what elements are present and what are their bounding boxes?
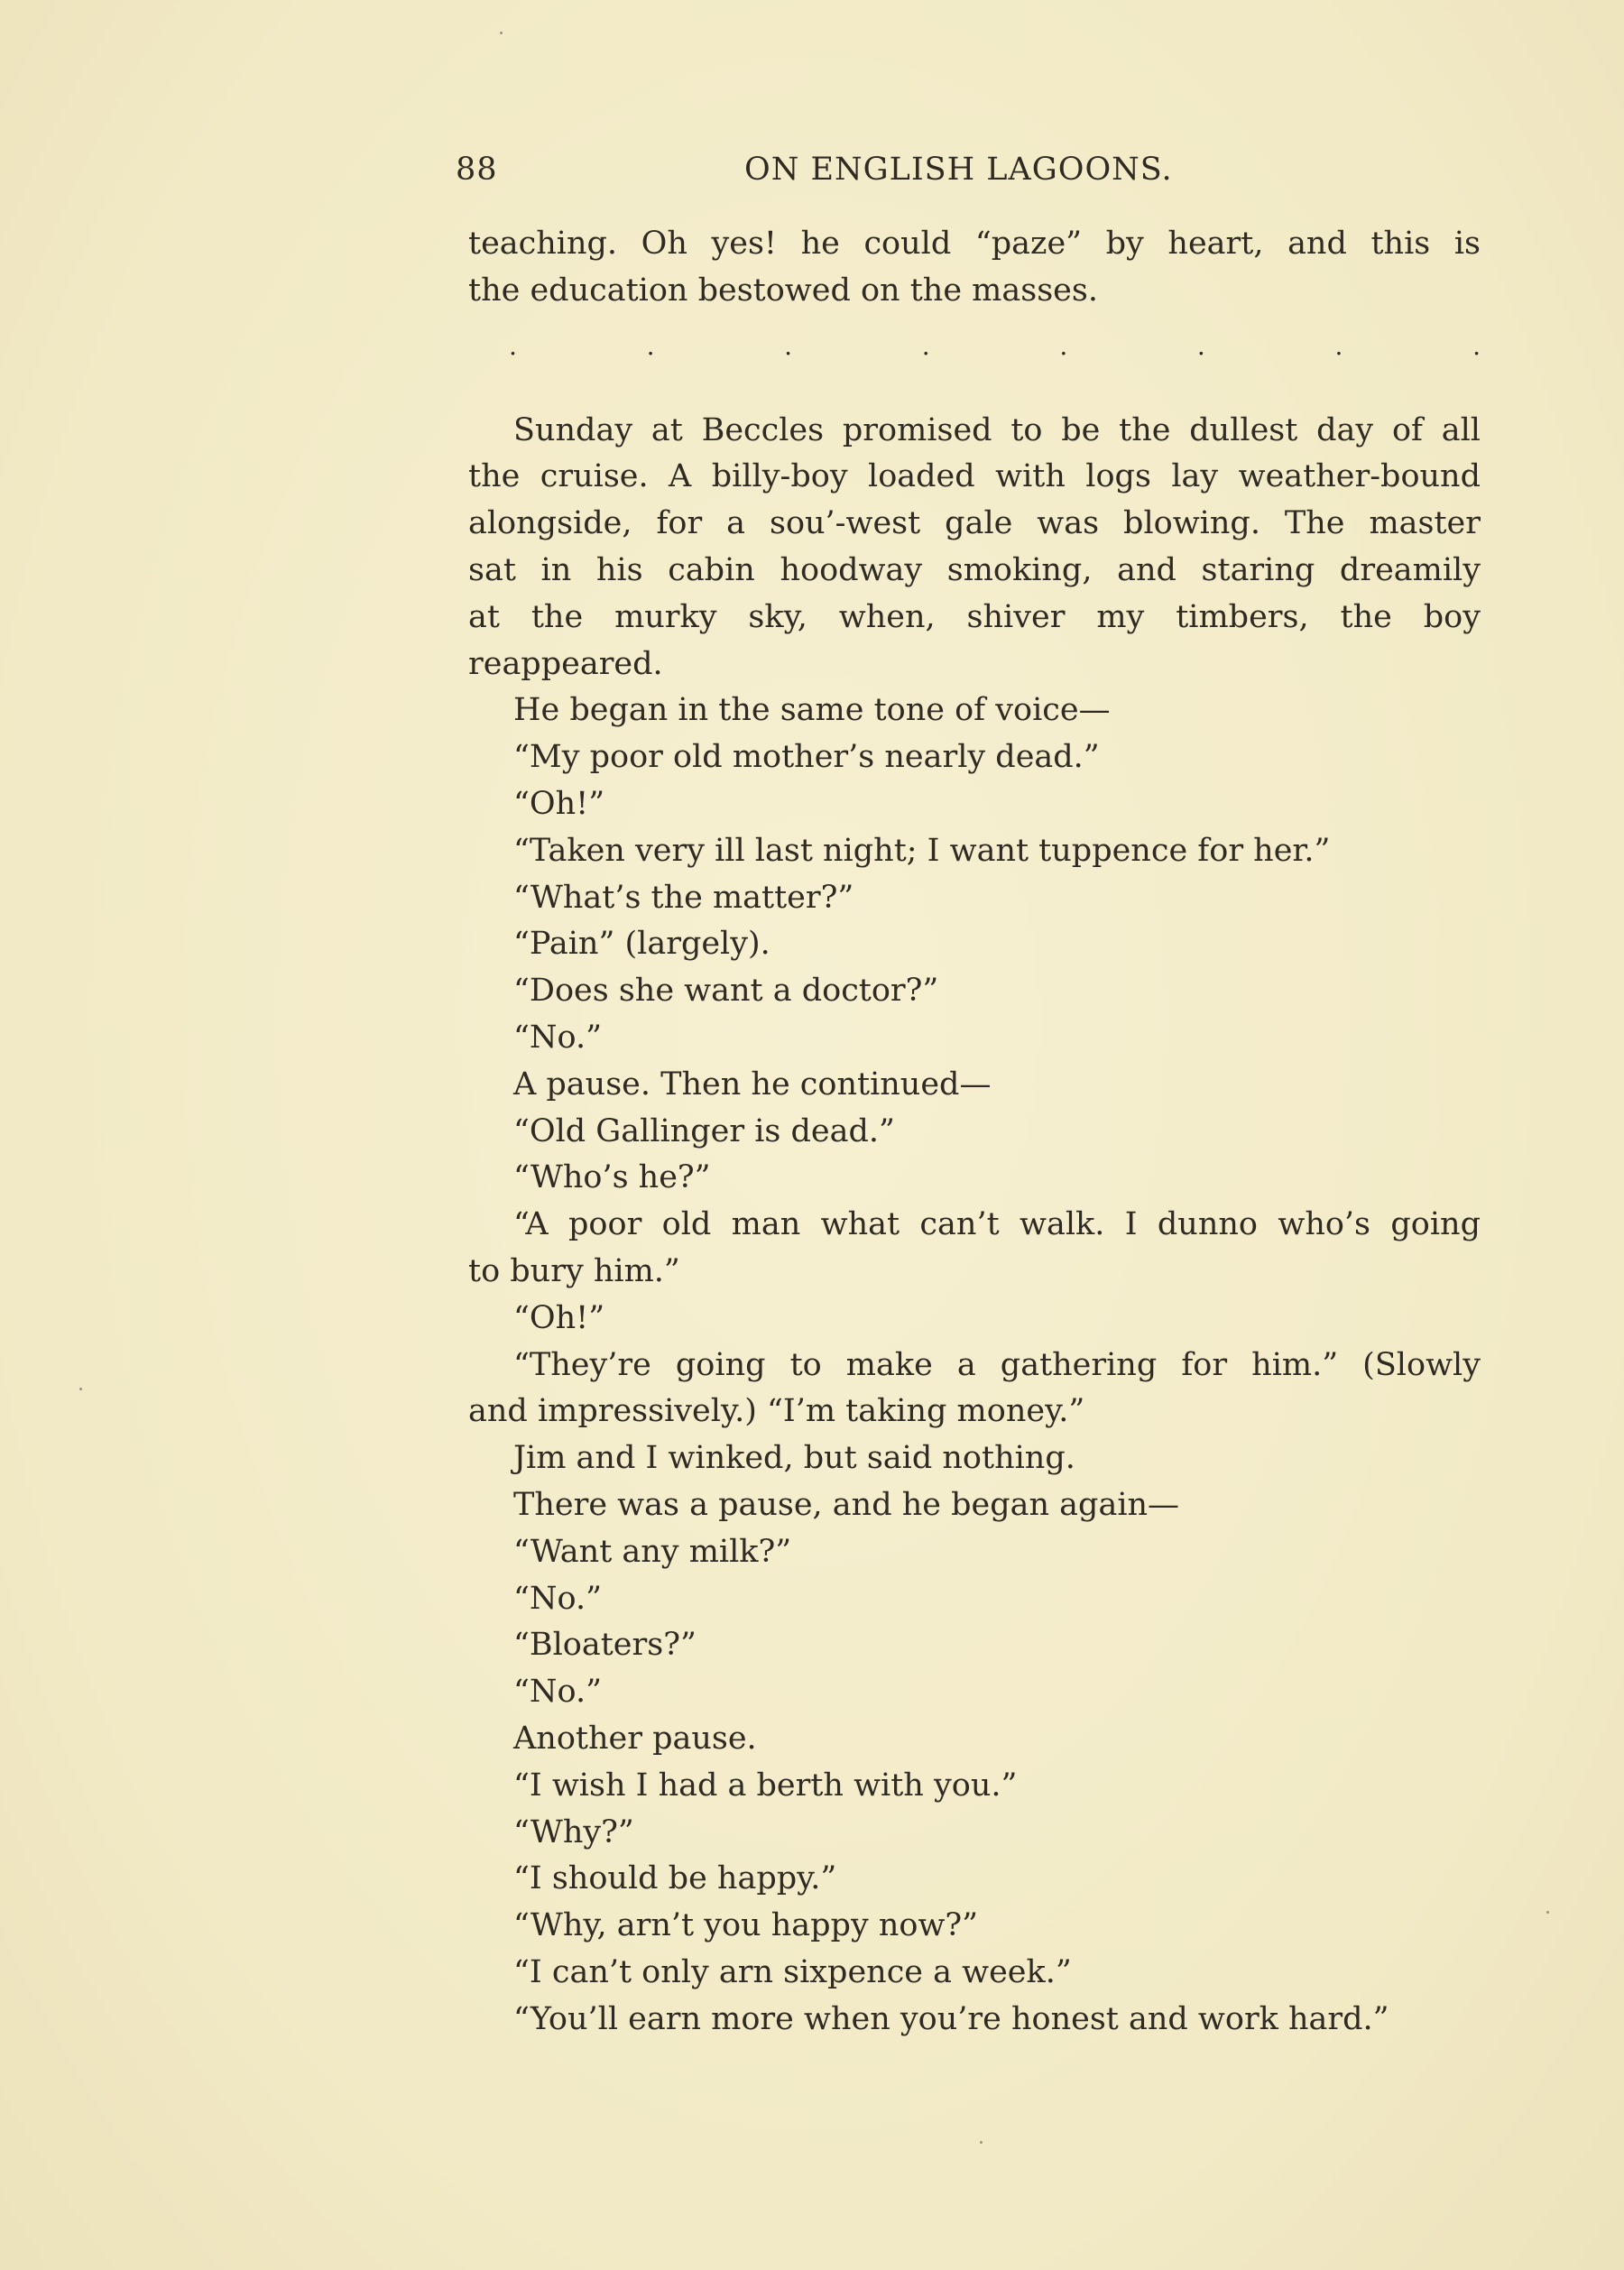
text-line: sat in his cabin hoodway smoking, and staring dreamily xyxy=(468,551,1481,588)
text-line: “A poor old man what can’t walk. I dunno who’s going xyxy=(513,1206,1481,1243)
text-line: “Who’s he?” xyxy=(513,1159,711,1196)
text-line: at the murky sky, when, shiver my timbers, the boy xyxy=(468,598,1481,635)
text-line: “You’ll earn more when you’re honest and work hard.” xyxy=(513,2000,1389,2037)
paper-speck xyxy=(980,2141,983,2144)
text-line: and impressively.) “I’m taking money.” xyxy=(468,1393,1085,1430)
text-line: “Old Gallinger is dead.” xyxy=(513,1112,895,1149)
text-line: “Oh!” xyxy=(513,785,605,822)
text-line: teaching. Oh yes! he could “paze” by heart, and this is xyxy=(468,226,1481,262)
text-line: the cruise. A billy-boy loaded with logs lay weather-bound xyxy=(468,458,1481,495)
text-line: “No.” xyxy=(513,1019,602,1056)
paper-speck xyxy=(1546,1911,1549,1914)
body-text xyxy=(468,221,1481,2043)
text-line: Another pause. xyxy=(513,1720,757,1757)
page-header xyxy=(456,152,1484,193)
section-break-dots: . . . . . . . . xyxy=(509,330,1481,361)
text-line: “Oh!” xyxy=(513,1299,605,1336)
text-line: “I should be happy.” xyxy=(513,1860,837,1897)
text-line: “Pain” (largely). xyxy=(513,926,770,963)
text-line: “No.” xyxy=(513,1580,602,1617)
text-line: A pause. Then he continued— xyxy=(513,1066,992,1103)
text-line: Jim and I winked, but said nothing. xyxy=(513,1440,1075,1477)
page-number: 88 xyxy=(456,152,498,188)
text-line: “They’re going to make a gathering for him.” (Slowly xyxy=(513,1346,1481,1383)
text-line: “I wish I had a berth with you.” xyxy=(513,1767,1018,1804)
text-line: “No.” xyxy=(513,1674,602,1711)
text-line: “Bloaters?” xyxy=(513,1627,697,1664)
paper-speck xyxy=(79,1388,82,1390)
text-line: the education bestowed on the masses. xyxy=(468,272,1098,309)
text-line: “Want any milk?” xyxy=(513,1533,792,1570)
text-line: “My poor old mother’s nearly dead.” xyxy=(513,739,1100,776)
text-line: “Does she want a doctor?” xyxy=(513,973,939,1010)
running-title: ON ENGLISH LAGOONS. xyxy=(744,152,1173,188)
text-line: “What’s the matter?” xyxy=(513,879,854,916)
text-line: He began in the same tone of voice— xyxy=(513,692,1111,729)
text-line: Sunday at Beccles promised to be the dullest day of all xyxy=(513,411,1481,448)
text-line: “Taken very ill last night; I want tuppence for her.” xyxy=(513,832,1331,869)
text-line: to bury him.” xyxy=(468,1252,680,1289)
text-line: “Why?” xyxy=(513,1813,634,1850)
text-line: “I can’t only arn sixpence a week.” xyxy=(513,1953,1072,1990)
text-line: reappeared. xyxy=(468,645,663,682)
text-line: “Why, arn’t you happy now?” xyxy=(513,1907,979,1944)
section-break xyxy=(468,315,1481,378)
paper-speck xyxy=(500,32,503,34)
text-line: There was a pause, and he began again— xyxy=(513,1486,1180,1523)
text-line: alongside, for a sou’-west gale was blowing. The master xyxy=(468,505,1481,542)
